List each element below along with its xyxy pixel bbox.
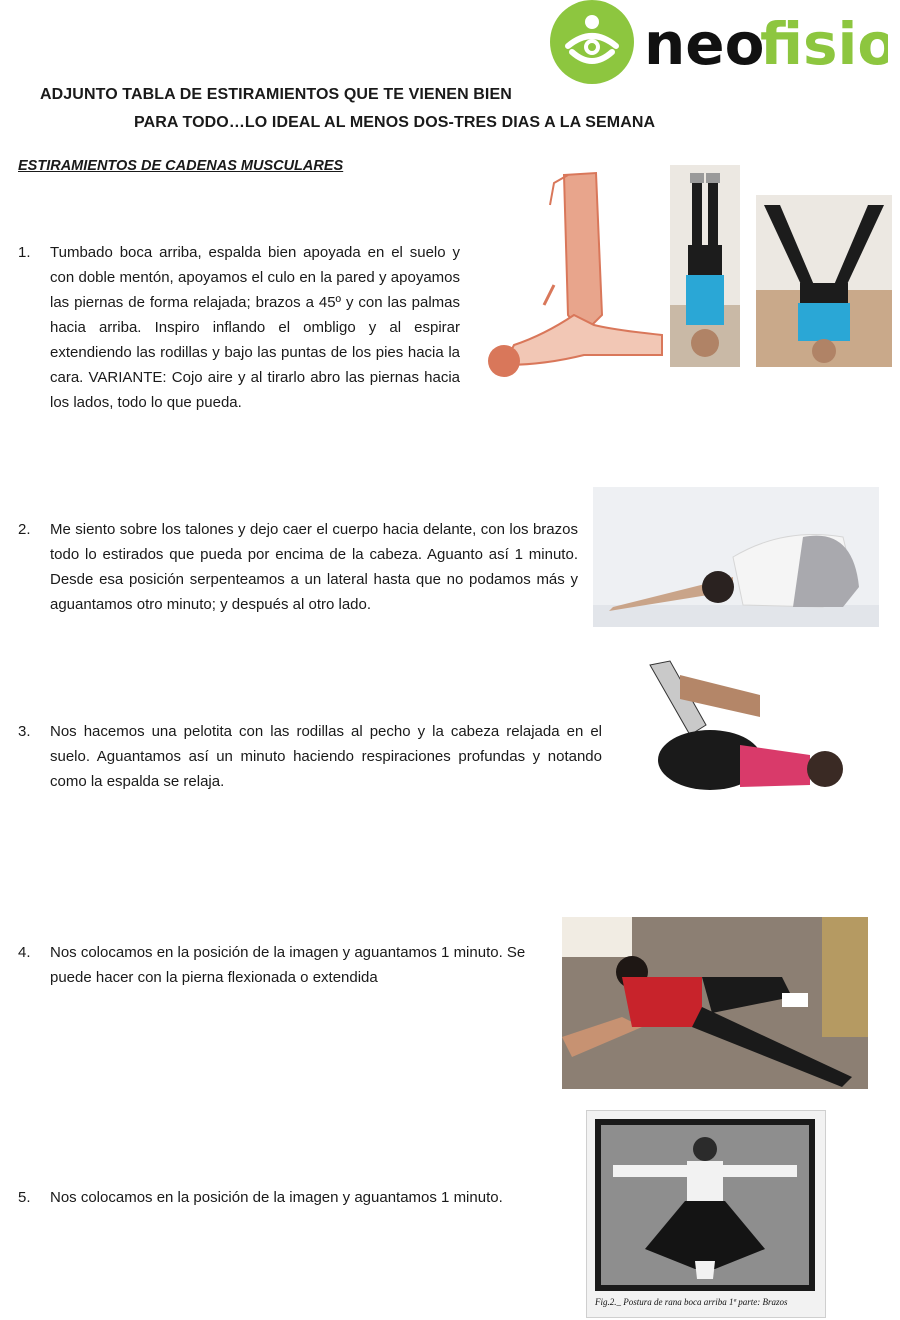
logo-text-fisio: fisio xyxy=(760,10,888,78)
item-number: 5. xyxy=(18,1189,31,1206)
stretch-illustration-legs-on-wall xyxy=(484,165,664,387)
item-text: Nos colocamos en la posición de la imagen y aguantamos 1 minuto. Se puede hacer con la pierna flexionada o extendida xyxy=(50,944,526,986)
item-text: Me siento sobre los talones y dejo caer el cuerpo hacia delante, con los brazos todo lo estirados que pueda por encima de la cabeza. Aguanto así 1 minuto. Desde esa posición serpenteamos a un lateral hasta que no podamos más y aguantamos otro minuto; y después al otro lado. xyxy=(50,521,578,613)
list-item xyxy=(18,719,602,799)
stretch-photo-legs-open xyxy=(756,195,892,367)
item-number: 1. xyxy=(18,244,31,261)
item-number: 3. xyxy=(18,723,31,740)
list-item xyxy=(18,240,460,420)
list-item xyxy=(18,517,578,627)
frog-pose-photo xyxy=(595,1119,815,1291)
section-title: ESTIRAMIENTOS DE CADENAS MUSCULARES xyxy=(18,158,344,174)
item-text: Nos colocamos en la posición de la imagen y aguantamos 1 minuto. xyxy=(50,1189,503,1206)
list-item xyxy=(18,940,548,1000)
item-number: 2. xyxy=(18,521,31,538)
item-number: 4. xyxy=(18,944,31,961)
item-text: Nos hacemos una pelotita con las rodillas al pecho y la cabeza relajada en el suelo. Aguantamos así un minuto haciendo respiraciones profundas y notando como la espalda se relaja. xyxy=(50,723,602,790)
logo-text-neo: neo xyxy=(644,10,765,78)
stretch-photo-knees-to-chest xyxy=(640,655,855,797)
stretch-photo-childs-pose xyxy=(593,487,879,627)
page-title-line-1: ADJUNTO TABLA DE ESTIRAMIENTOS QUE TE VIENEN BIEN xyxy=(40,86,512,103)
figure-caption: Fig.2._ Postura de rana boca arriba 1ª parte: Brazos xyxy=(595,1297,788,1307)
stretch-figure-frog-pose xyxy=(586,1110,826,1318)
page-title-line-2: PARA TODO…LO IDEAL AL MENOS DOS-TRES DIAS A LA SEMANA xyxy=(134,114,656,131)
stretch-photo-legs-on-wall xyxy=(670,165,740,367)
neofisio-logo xyxy=(548,0,888,88)
list-item xyxy=(18,1185,558,1215)
stretch-photo-spinal-twist xyxy=(562,917,868,1089)
item-text: Tumbado boca arriba, espalda bien apoyada en el suelo y con doble mentón, apoyamos el culo en la pared y apoyamos las piernas de forma relajada; brazos a 45º y con las palmas hacia arriba. Inspiro inflando el ombligo y al espirar extendiendo las rodillas y bajo las puntas de los pies hacia la cara. VARIANTE: Cojo aire y al tirarlo abro las piernas hacia los lados, todo lo que pueda. xyxy=(50,244,460,411)
